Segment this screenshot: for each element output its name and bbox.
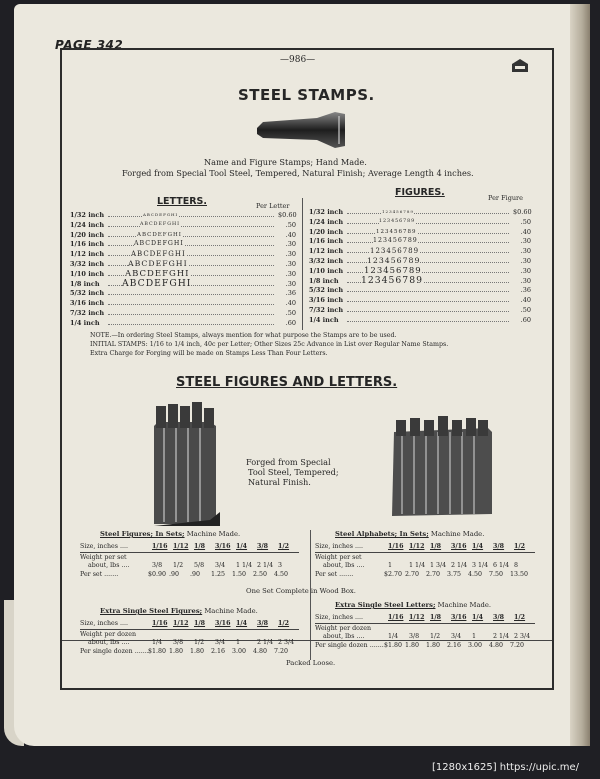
letters-row (70, 318, 298, 328)
letters-size: 1/10 inch (70, 269, 105, 278)
figures-size: 1/32 inch (309, 208, 344, 216)
letters-row (70, 259, 298, 269)
sets_figures-made: Machine Made. (184, 530, 241, 538)
figures-leader (347, 305, 509, 312)
single_figures-heading (100, 607, 258, 615)
figures-sample: 123456789 (367, 256, 421, 265)
letters-row (70, 239, 298, 249)
figures-row (309, 256, 533, 266)
figures-size: 1/24 inch (309, 217, 344, 226)
sets_figures-size: 1/8 (194, 543, 206, 550)
figures-row (309, 217, 533, 227)
letters-leader (108, 298, 274, 305)
description-line-1: Name and Figure Stamps; Hand Made. (204, 157, 367, 167)
figures-leader (347, 315, 509, 322)
letters-size: 1/4 inch (70, 318, 100, 327)
figures-size: 5/32 inch (309, 286, 344, 295)
figures-size: 3/32 inch (309, 257, 344, 265)
figures-sample: 123456789 (364, 265, 422, 276)
sets_alphabets-price: 4.50 (468, 571, 483, 578)
single_letters-size: 3/8 (493, 614, 505, 621)
letters-size: 1/16 inch (70, 240, 105, 249)
sets_alphabets-price: 2.70 (426, 571, 441, 578)
sets_figures-weight: 3 (278, 562, 283, 569)
single_figures-weight: 3/4 (215, 639, 226, 646)
letters-size: 1/24 inch (70, 220, 105, 229)
figures-sample: 123456789 (376, 228, 417, 235)
letters-size: 1/12 inch (70, 250, 105, 259)
sets_figures-price: .90 (190, 571, 201, 578)
figures-price: .30 (520, 276, 531, 285)
single_figures-weight: 2 1/4 (257, 639, 274, 646)
figures-row (309, 285, 533, 295)
sets_figures-price: 4.50 (274, 571, 289, 578)
figures-row (309, 295, 533, 305)
single_letters-weight: 1 (472, 633, 477, 640)
sets_alphabets-size: 3/16 (451, 543, 467, 550)
letters-sample: ABCDEFGHI (140, 220, 180, 230)
letters-sample: ABCDEFGHI (131, 250, 186, 259)
catalog-page-number: —986— (280, 55, 316, 65)
sets_alphabets-weight: 8 (514, 562, 519, 569)
letters-sample: ABCDEFGHI (134, 240, 184, 248)
sets_alphabets-weight: 1 (388, 562, 393, 569)
single_figures-size: 1/2 (278, 620, 290, 627)
single_figures-price: 1.80 (190, 648, 205, 655)
letters-leader (108, 220, 274, 227)
table-bottom-rule (62, 640, 552, 641)
sets_alphabets-rule (315, 552, 535, 553)
single_figures-price-label: Per single dozen ....... (80, 648, 149, 655)
figures-size: 1/20 inch (309, 227, 344, 236)
single_figures-price: 1.80 (169, 648, 184, 655)
figures-size: 1/8 inch (309, 276, 339, 285)
sets_figures-size: 1/4 (236, 543, 248, 550)
steel-alphabet-set-illustration-icon (388, 414, 496, 522)
sets_alphabets-size: 3/8 (493, 543, 505, 550)
single_figures-size: 1/4 (236, 620, 248, 627)
single_figures-price: 3.00 (232, 648, 247, 655)
letters-leader (108, 230, 274, 237)
description-line-2: Forged from Special Tool Steel, Tempered, Natural Finish; Average Length 4 inches. (122, 168, 474, 178)
single_figures-size-label: Size, inches .... (80, 620, 128, 627)
figures-price: .30 (520, 247, 531, 256)
sets_alphabets-weight: 1 1/4 (409, 562, 426, 569)
figures-row (309, 227, 533, 237)
sets_figures-weight: 2 1/4 (257, 562, 274, 569)
figures-price: .40 (520, 296, 531, 305)
sets_figures-price: 2.50 (253, 571, 268, 578)
sets_figures-price: .90 (169, 571, 180, 578)
steel-stamp-illustration-icon (255, 110, 347, 150)
single_figures-weight: 2 3/4 (278, 639, 295, 646)
single_figures-size: 3/8 (257, 620, 269, 627)
letters-row (70, 288, 298, 298)
sets_alphabets-weight: 3 1/4 (472, 562, 489, 569)
sets_figures-size-label: Size, inches .... (80, 543, 128, 550)
steel-figures-set-illustration-icon (150, 402, 222, 528)
packed-note: Packed Loose. (286, 659, 336, 667)
figures-size: 1/4 inch (309, 315, 339, 324)
figures-sample: 123456789 (370, 247, 420, 256)
note-line-1: NOTE.—In ordering Steel Stamps, always mention for what purpose the Stamps are to be used. (90, 332, 397, 339)
single_figures-size: 1/8 (194, 620, 206, 627)
letters-size: 3/16 inch (70, 299, 105, 308)
figures-heading: FIGURES. (395, 187, 445, 198)
single_figures-weight: 1/2 (194, 639, 205, 646)
single_letters-weight-label-1: Weight per dozen (315, 625, 372, 632)
single_letters-size-label: Size, inches .... (315, 614, 363, 621)
figures-leader (347, 236, 509, 243)
letters-price: .40 (285, 299, 296, 308)
letters-price: .30 (285, 250, 296, 259)
letters-price: .30 (285, 260, 296, 268)
note-line-3: Extra Charge for Forging will be made on Stamps Less Than Four Letters. (90, 350, 328, 357)
single_letters-made: Machine Made. (435, 601, 492, 609)
sets_alphabets-weight-label-2: about, lbs .... (323, 562, 365, 569)
letters-size: 7/32 inch (70, 309, 105, 317)
sets_figures-heading (100, 530, 240, 538)
letters-price: .50 (285, 309, 296, 317)
single_letters-price: 4.80 (489, 642, 504, 649)
sets_figures-price: 1.50 (232, 571, 247, 578)
single_letters-heading-text: Extra Single Steel Letters; (335, 601, 436, 609)
letters-sample: ABCDEFGHI (122, 277, 192, 289)
single_figures-size: 1/12 (173, 620, 189, 627)
sets_figures-weight: 5/8 (194, 562, 205, 569)
figures-leader (347, 285, 509, 292)
letters-leader (108, 288, 274, 295)
sets_alphabets-price-label: Per set ....... (315, 571, 354, 578)
figures-sample: 123456789 (361, 274, 423, 286)
forged-text-3: Natural Finish. (248, 477, 311, 487)
sets_figures-weight: 1/2 (173, 562, 184, 569)
figures-price: .30 (520, 257, 531, 265)
page-title: STEEL STAMPS. (238, 86, 375, 104)
single_letters-size: 1/12 (409, 614, 425, 621)
figures-price: $0.60 (513, 208, 532, 216)
letters-size: 1/32 inch (70, 211, 105, 219)
letters-unit-label: Per Letter (256, 202, 290, 210)
letters-sample: ABCDEFGHI (128, 259, 188, 268)
single_letters-price: 1.80 (405, 642, 420, 649)
sets_alphabets-weight: 1 3/4 (430, 562, 447, 569)
sets_figures-weight-label-2: about, lbs .... (88, 562, 130, 569)
single_letters-price: 7.20 (510, 642, 525, 649)
sets_figures-rule (80, 552, 299, 553)
sets_figures-weight: 3/4 (215, 562, 226, 569)
sets_alphabets-price: 13.50 (510, 571, 529, 578)
figures-price: .40 (520, 227, 531, 236)
figures-size: 7/32 inch (309, 306, 344, 314)
single_figures-size: 1/16 (152, 620, 168, 627)
single_letters-price-label: Per single dozen ....... (315, 642, 384, 649)
single_letters-weight: 2 3/4 (514, 633, 531, 640)
letters-row (70, 220, 298, 230)
note-line-2: INITIAL STAMPS: 1/16 to 1/4 inch, 40c per Letter; Other Sizes 25c Advance in List over Regular Name Stamps. (90, 341, 449, 348)
book-spine (570, 4, 590, 746)
single_figures-size: 3/16 (215, 620, 231, 627)
single_letters-weight: 1/4 (388, 633, 399, 640)
sets_alphabets-heading-text: Steel Alphabets; In Sets; (335, 530, 429, 538)
brand-logo-icon (510, 58, 530, 74)
figures-leader (347, 217, 509, 224)
single_letters-weight: 3/4 (451, 633, 462, 640)
sets_alphabets-weight: 2 1/4 (451, 562, 468, 569)
sets_figures-weight: 1 1/4 (236, 562, 253, 569)
single_letters-weight: 2 1/4 (493, 633, 510, 640)
figures-leader (347, 295, 509, 302)
figures-price: .50 (520, 217, 531, 226)
letters-price: .60 (285, 318, 296, 327)
sets_alphabets-price: $2.70 (384, 571, 403, 578)
single_figures-weight: 1 (236, 639, 241, 646)
sets_alphabets-size: 1/16 (388, 543, 404, 550)
sets_alphabets-price: 2.70 (405, 571, 420, 578)
sets_alphabets-price: 7.50 (489, 571, 504, 578)
letters-price: $0.60 (278, 211, 297, 219)
letters-sample: ABCDEFGHI (137, 231, 182, 238)
single_letters-size: 1/4 (472, 614, 484, 621)
figures-row (309, 236, 533, 246)
section-title: STEEL FIGURES AND LETTERS. (176, 375, 398, 390)
sets_alphabets-size: 1/8 (430, 543, 442, 550)
letters-price: .36 (285, 289, 296, 298)
sets_figures-price: $0.90 (148, 571, 167, 578)
letters-sample: ABCDEFGHI (125, 268, 190, 279)
sets_figures-weight-label-1: Weight per set (80, 554, 127, 561)
letters-leader (108, 210, 274, 217)
figures-row (309, 315, 533, 325)
figures-row (309, 276, 533, 286)
letters-sample: ABCDEFGHI (143, 210, 178, 220)
sets_alphabets-size: 1/4 (472, 543, 484, 550)
letters-price: .50 (285, 220, 296, 229)
column-divider (302, 198, 303, 330)
letters-row (70, 210, 298, 220)
sets_figures-size: 1/12 (173, 543, 189, 550)
letters-leader (108, 318, 274, 325)
sets_alphabets-size: 1/2 (514, 543, 526, 550)
sets_alphabets-made: Machine Made. (428, 530, 485, 538)
figures-unit-label: Per Figure (488, 194, 523, 202)
single_figures-weight: 1/4 (152, 639, 163, 646)
sets_alphabets-size-label: Size, inches .... (315, 543, 363, 550)
sets_alphabets-weight-label-1: Weight per set (315, 554, 362, 561)
single_letters-size: 1/8 (430, 614, 442, 621)
single_figures-price: 4.80 (253, 648, 268, 655)
figures-leader (347, 227, 509, 234)
figures-size: 3/16 inch (309, 296, 344, 305)
letters-heading: LETTERS. (157, 196, 207, 207)
figures-price: .36 (520, 286, 531, 295)
letters-price: .40 (285, 230, 296, 239)
letters-row (70, 249, 298, 259)
single_letters-price: 3.00 (468, 642, 483, 649)
single_letters-heading (335, 601, 491, 609)
single_figures-weight: 3/8 (173, 639, 184, 646)
sets_figures-size: 1/2 (278, 543, 290, 550)
sets_alphabets-weight: 6 1/4 (493, 562, 510, 569)
sets_figures-size: 1/16 (152, 543, 168, 550)
single_letters-weight: 1/2 (430, 633, 441, 640)
single_letters-weight: 3/8 (409, 633, 420, 640)
letters-size: 1/20 inch (70, 230, 105, 239)
sets_figures-price-label: Per set ....... (80, 571, 119, 578)
single_letters-size: 1/2 (514, 614, 526, 621)
page-label: PAGE 342 (55, 38, 124, 52)
letters-price: .30 (285, 269, 296, 278)
wood-box-note: One Set Complete in Wood Box. (246, 587, 356, 595)
letters-row (70, 230, 298, 240)
single_letters-size: 3/16 (451, 614, 467, 621)
sets_figures-size: 3/16 (215, 543, 231, 550)
single_figures-price: 7.20 (274, 648, 289, 655)
figures-row (309, 246, 533, 256)
sets_figures-size: 3/8 (257, 543, 269, 550)
single_figures-weight-label-2: about, lbs .... (88, 639, 130, 646)
figures-leader (347, 207, 509, 214)
figures-size: 1/12 inch (309, 247, 344, 256)
sets_alphabets-size: 1/12 (409, 543, 425, 550)
single_figures-price: 2.16 (211, 648, 226, 655)
single_letters-price: 1.80 (426, 642, 441, 649)
letters-price: .30 (285, 279, 296, 288)
single_letters-price: $1.80 (384, 642, 403, 649)
figures-row (309, 207, 533, 217)
forged-text-1: Forged from Special (246, 457, 331, 467)
letters-row (70, 279, 298, 289)
figures-price: .60 (520, 315, 531, 324)
single_letters-rule (315, 623, 535, 624)
letters-size: 1/8 inch (70, 279, 100, 288)
letters-row (70, 298, 298, 308)
sets_alphabets-price: 3.75 (447, 571, 462, 578)
figures-size: 1/10 inch (309, 266, 344, 275)
forged-text-2: Tool Steel, Tempered; (248, 467, 339, 477)
figures-row (309, 305, 533, 315)
single_letters-weight-label-2: about, lbs .... (323, 633, 365, 640)
figures-price: .30 (520, 266, 531, 275)
sets_alphabets-heading (335, 530, 484, 538)
letters-size: 5/32 inch (70, 289, 105, 298)
letters-row (70, 308, 298, 318)
single_letters-size: 1/16 (388, 614, 404, 621)
single_figures-price: $1.80 (148, 648, 167, 655)
figures-size: 1/16 inch (309, 237, 344, 246)
letters-leader (108, 239, 274, 246)
figures-sample: 123456789 (379, 217, 415, 227)
figures-sample: 123456789 (382, 207, 414, 217)
letters-price: .30 (285, 240, 296, 249)
letters-size: 3/32 inch (70, 260, 105, 268)
letters-leader (108, 308, 274, 315)
single_figures-rule (80, 629, 299, 630)
single_letters-price: 2.16 (447, 642, 462, 649)
single_figures-weight-label-1: Weight per dozen (80, 631, 137, 638)
figures-price: .50 (520, 306, 531, 314)
sets_figures-price: 1.25 (211, 571, 226, 578)
sets_figures-heading-text: Steel Figures; In Sets; (100, 530, 185, 538)
figures-price: .30 (520, 237, 531, 246)
image-watermark: [1280x1625] https://upic.me/ (432, 762, 580, 773)
single_figures-made: Machine Made. (202, 607, 258, 615)
figures-sample: 123456789 (373, 237, 418, 245)
sets_figures-weight: 3/8 (152, 562, 163, 569)
single_figures-heading-text: Extra Single Steel Figures; (100, 607, 203, 615)
